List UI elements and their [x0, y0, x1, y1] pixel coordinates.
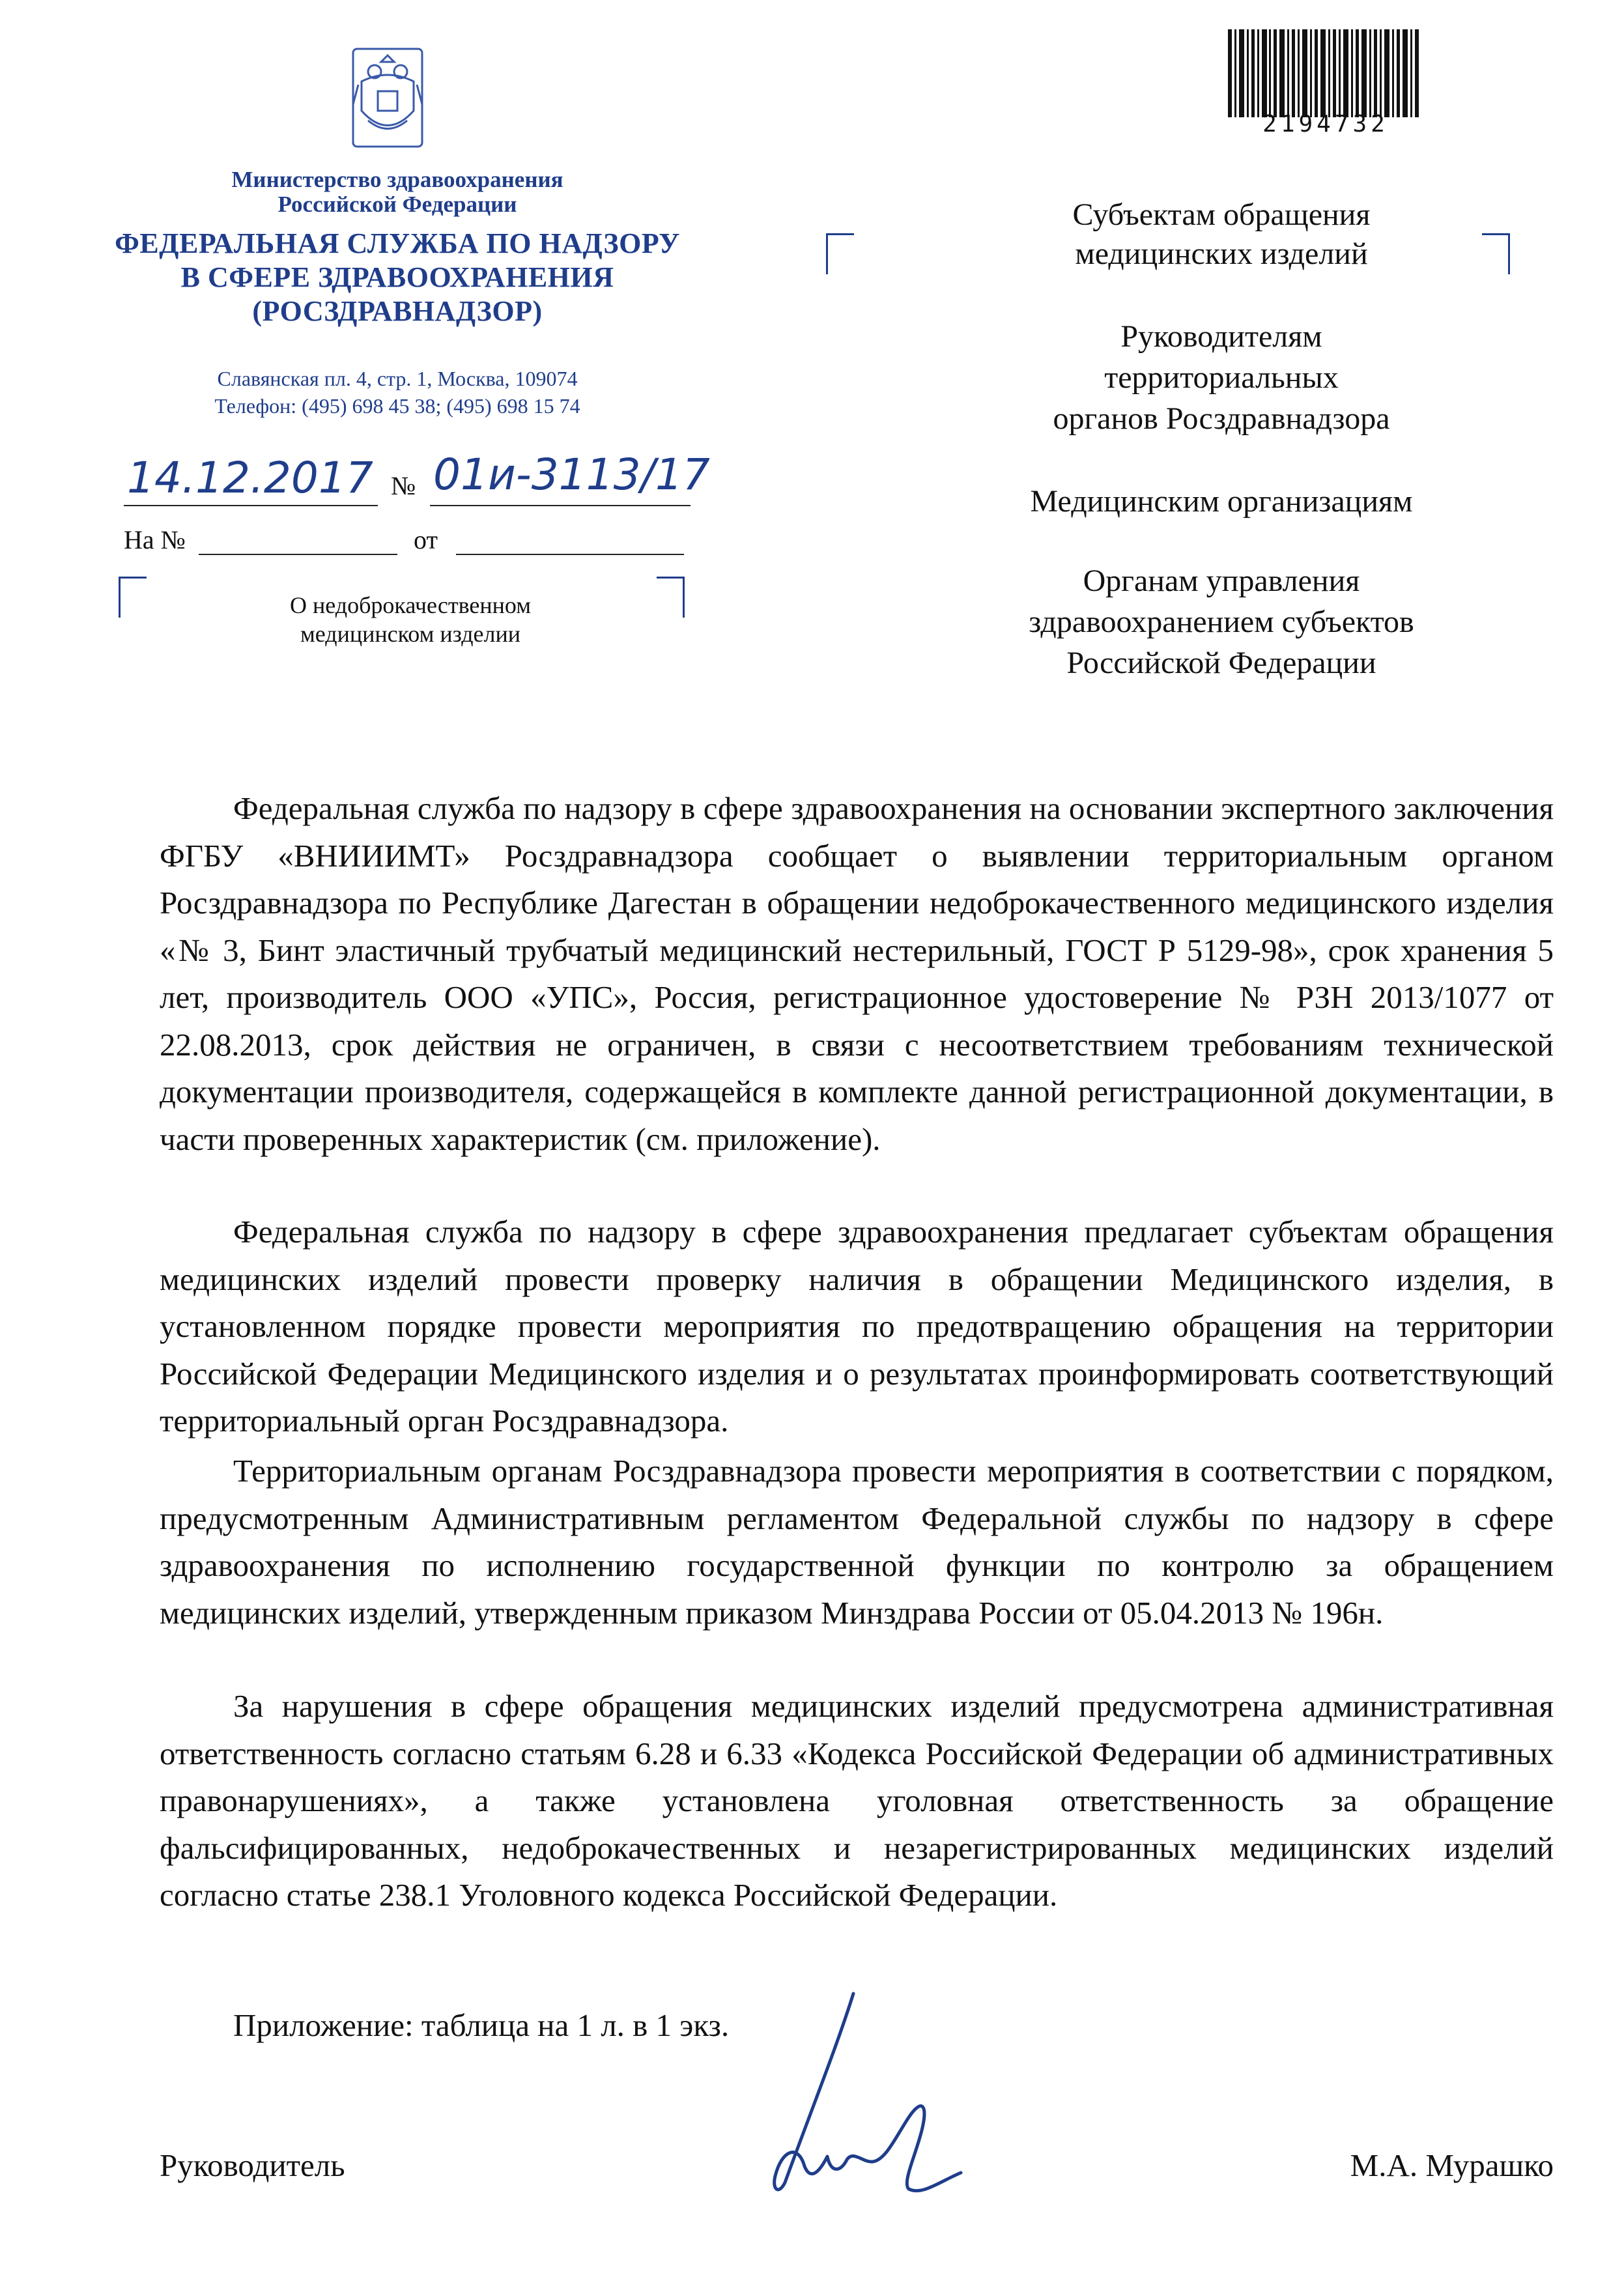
barcode-bars: [1228, 29, 1423, 117]
service-phone: Телефон: (495) 698 45 38; (495) 698 15 74: [214, 394, 580, 418]
subject-corner-right: [657, 577, 685, 618]
barcode-number: 2194732: [1262, 111, 1389, 137]
service-name-line1: ФЕДЕРАЛЬНАЯ СЛУЖБА ПО НАДЗОРУ: [115, 227, 680, 259]
body-paragraph-2: Федеральная служба по надзору в сфере здравоохранения предлагает субъектам обращения медицинских изделий провести проверку наличия в обращении Медицинского изделия, в установленном порядке провести мероприятия по предотвращению обращения на территории Российской Федерации Медицинского изделия и о результатах проинформировать соответствующий территориальный орган Росздравнадзора.: [160, 1214, 1554, 1438]
ministry-name-line1: Министерство здравоохранения: [231, 167, 563, 192]
subject-line1: О недоброкачественном: [290, 592, 531, 618]
reply-number-line: [199, 554, 397, 555]
recipient-2-line3: органов Росздравнадзора: [1053, 401, 1390, 436]
body-paragraph-4: За нарушения в сфере обращения медицинских изделий предусмотрена административная ответственность согласно статьям 6.28 и 6.33 «Кодекса Российской Федерации об административных правонарушениях», а также установлена уголовная ответственность за обращение фальсифицированных, недоброкачественных и незарегистрированных медицинских изделий согласно статье 238.1 Уголовного кодекса Российской Федерации.: [160, 1688, 1554, 1913]
service-name-line3: (РОСЗДРАВНАДЗОР): [252, 295, 543, 327]
recipient-2-line1: Руководителям: [1120, 319, 1322, 354]
registration-number: 01и-3113/17: [433, 450, 710, 500]
service-address: Славянская пл. 4, стр. 1, Москва, 109074: [217, 367, 578, 390]
recipient-1-line2: медицинских изделий: [1075, 236, 1368, 271]
recipient-2-line2: территориальных: [1104, 360, 1339, 395]
date-underline: [124, 505, 378, 506]
barcode: [1202, 20, 1449, 176]
number-underline: [430, 505, 691, 506]
from-label: от: [414, 525, 438, 554]
handwritten-signature: [713, 1987, 974, 2202]
recipient-4-line3: Российской Федерации: [1066, 646, 1376, 680]
recipient-1-line1: Субъектам обращения: [1072, 197, 1371, 232]
subject-line2: медицинском изделии: [300, 621, 521, 647]
coat-of-arms-emblem: [339, 36, 436, 160]
registration-date: 14.12.2017: [127, 453, 373, 503]
signer-position: Руководитель: [160, 2147, 345, 2183]
recipient-corner-left: [826, 233, 854, 274]
subject-corner-left: [119, 577, 147, 618]
number-sign: №: [391, 471, 416, 500]
reply-date-line: [456, 554, 684, 555]
recipient-4-line2: здравоохранением субъектов: [1029, 605, 1414, 639]
reply-to-label: На №: [124, 525, 186, 554]
appendix-note: Приложение: таблица на 1 л. в 1 экз.: [233, 2007, 730, 2043]
service-name-line2: В СФЕРЕ ЗДРАВООХРАНЕНИЯ: [180, 261, 614, 293]
recipient-4-line1: Органам управления: [1083, 564, 1360, 598]
signer-name: М.А. Мурашко: [1350, 2147, 1554, 2183]
recipient-3-line1: Медицинским организациям: [1030, 484, 1413, 519]
body-paragraph-3: Территориальным органам Росздравнадзора провести мероприятия в соответствии с порядком, предусмотренным Административным регламентом Федеральной службы по надзору в сфере здравоохранения по исполнению государственной функции по контролю за обращением медицинских изделий, утвержденным приказом Минздрава России от 05.04.2013 № 196н.: [160, 1453, 1554, 1631]
ministry-name-line2: Российской Федерации: [278, 192, 517, 217]
body-paragraph-1: Федеральная служба по надзору в сфере здравоохранения на основании экспертного заключения ФГБУ «ВНИИИМТ» Росздравнадзора сообщает о выявлении территориальным органом Росздравнадзора по Республике Дагестан в обращении недоброкачественного медицинского изделия «№ 3, Бинт эластичный трубчатый медицинский нестерильный, ГОСТ Р 5129-98», срок хранения 5 лет, производитель ООО «УПС», Россия, регистрационное удостоверение № РЗН 2013/1077 от 22.08.2013, срок действия не ограничен, в связи с несоответствием требованиям технической документации производителя, содержащейся в комплекте данной регистрационной документации, в части проверенных характеристик (см. приложение).: [160, 790, 1554, 1157]
